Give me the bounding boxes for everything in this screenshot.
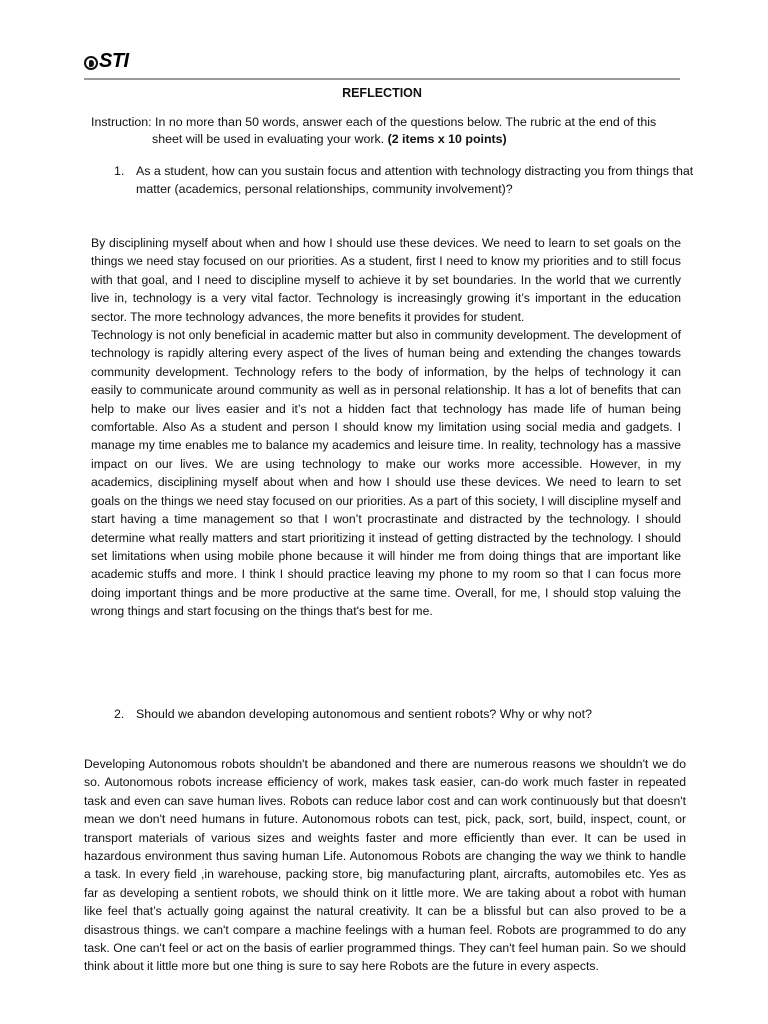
- question-number: 2.: [114, 707, 125, 721]
- header-divider: [84, 78, 680, 80]
- logo-text: STI: [99, 49, 129, 72]
- instruction-line-1: Instruction: In no more than 50 words, answer each of the questions below. The rubric at the end of this: [91, 115, 657, 129]
- instruction-points: (2 items x 10 points): [387, 132, 507, 146]
- answer-paragraph: By disciplining myself about when and how I should use these devices. We need to learn to set goals on the things we need stay focused on our priorities. As a student, first I need to know my priorities and to still focus with that goal, and I need to discipline myself to achieve it by set boundaries. In the world that we currently live in, technology is a very vital factor. Technology is increasingly growing it’s important in the education sector. The more technology advances, the more benefits it provides for student.: [91, 236, 681, 324]
- answer-paragraph: Developing Autonomous robots shouldn't be abandoned and there are numerous reasons we shouldn't we do so. Autonomous robots increase efficiency of work, makes task easier, can-do work much faster in repeated task and even can save human lives. Robots can reduce labor cost and can work continuously but that doesn't mean we don't need humans in future. Autonomous robots can test, pick, pack, sort, build, inspect, count, or transport materials of various sizes and weights faster and more efficiently than ever. It can be used in hazardous environment thus saving human Life. Autonomous Robots are changing the way we think to handle a task. In every field ,in warehouse, packing store, big manufacturing plant, aircrafts, automobiles etc. Yes as far as developing a sentient robots, we should think on it little more. We are taking about a robot with human like feel that’s actually going against the natural creativity. It can be a blissful but can also proved to be a disastrous things. we can't compare a machine feelings with a human feel. Robots are programmed to do any task. One can't feel or act on the basis of earlier programmed things. They can't feel human pain. So we should think about it little more but one thing is sure to say here Robots are the future in every aspects.: [84, 757, 686, 974]
- answer-1: [91, 234, 681, 621]
- question-text: As a student, how can you sustain focus and attention with technology distracting you from things that matter (academics, personal relationships, community involvement)?: [136, 164, 694, 196]
- question-1: [114, 162, 694, 198]
- page-title: REFLECTION: [342, 86, 422, 100]
- globe-icon: [84, 56, 98, 70]
- question-text: Should we abandon developing autonomous and sentient robots? Why or why not?: [136, 707, 593, 721]
- question-number: 1.: [114, 164, 125, 178]
- instruction-block: [91, 114, 691, 148]
- instruction-line-2: [91, 131, 691, 148]
- instruction-line-2-text: sheet will be used in evaluating your work.: [152, 132, 388, 146]
- answer-2: [84, 755, 686, 976]
- sti-logo: [84, 48, 144, 74]
- answer-paragraph: Technology is not only beneficial in academic matter but also in community development. The development of technology is rapidly altering every aspect of the lives of human being and extending the changes towards community development. Technology refers to the body of information, by the helps of technology it can easily to communicate around community as well as in personal relationship. It has a lot of benefits that can help to make our lives easier and it’s not a hidden fact that technology has made life of human being comfortable. Also As a student and person I should know my limitation using social media and gadgets. I manage my time enables me to balance my academics and leisure time. In reality, technology has a massive impact on our lives. We are using technology to make our works more accessible. However, in my academics, disciplining myself about when and how I should use these devices. We need to learn to set goals on the things we need stay focused on our priorities. As a part of this society, I will discipline myself and start having a time management so that I won’t procrastinate and distracted by the technology. I should determine what really matters and start prioritizing it instead of getting distracted by the technology. I should set limitations when using mobile phone because it will hinder me from doing things that are important like academic stuffs and more. I think I should practice leaving my phone to my room so that I can focus more doing important things and be more productive at the same time. Overall, for me, I should stop valuing the wrong things and start focusing on the things that's best for me.: [91, 328, 681, 619]
- question-2: [114, 705, 694, 723]
